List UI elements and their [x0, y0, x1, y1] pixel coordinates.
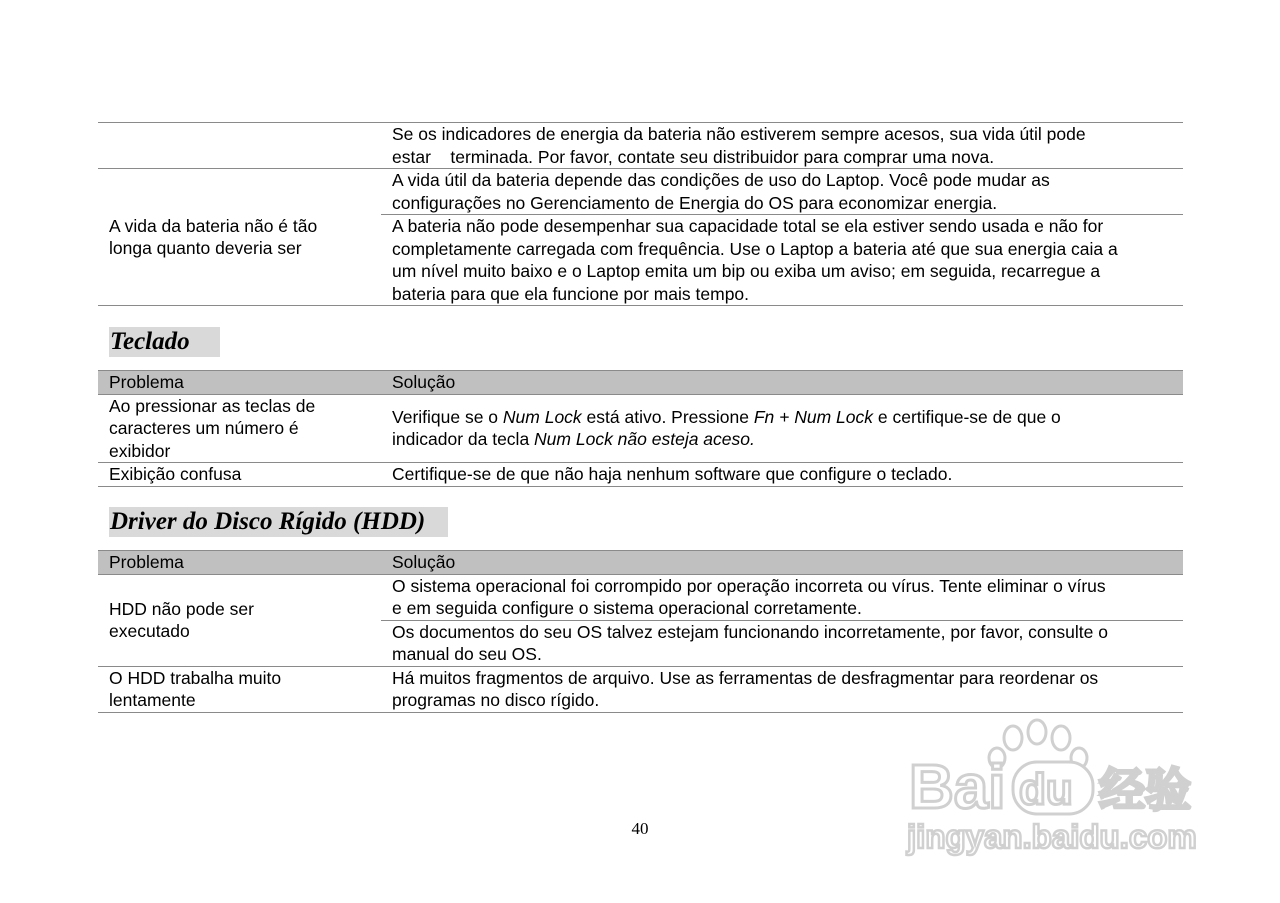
- page-number: 40: [631, 819, 649, 838]
- solution-text: A bateria não pode desempenhar sua capacidade total se ela estiver sendo usada e não for: [392, 216, 1104, 236]
- baidu-watermark: [905, 718, 1205, 858]
- solution-cell: [381, 123, 1183, 169]
- solution-text: completamente carregada com frequência. Use o Laptop a bateria até que sua energia caia a: [392, 238, 1118, 259]
- hdd-table: [98, 550, 1183, 713]
- problem-text: O HDD trabalha muito: [109, 667, 282, 688]
- table-header-row: [98, 551, 1183, 575]
- table-row: [98, 169, 1183, 215]
- keyboard-table: [98, 370, 1183, 487]
- problem-cell: Exibição confusa: [98, 463, 381, 487]
- solution-text: A vida útil da bateria depende das condições de uso do Laptop. Você pode mudar as: [392, 170, 1050, 190]
- problem-cell: [98, 123, 381, 169]
- header-solution: Solução: [381, 551, 1183, 575]
- solution-cell: [381, 574, 1183, 620]
- watermark-brand: Bai: [909, 753, 1006, 822]
- table-row: [98, 574, 1183, 620]
- table-row: [98, 666, 1183, 712]
- solution-text: indicador da tecla Num Lock não esteja aceso.: [392, 429, 755, 450]
- solution-cell: [381, 215, 1183, 306]
- section-title-hdd: Driver do Disco Rígido (HDD): [109, 507, 448, 537]
- problem-cell: [98, 574, 381, 666]
- problem-cell: [98, 394, 381, 463]
- watermark-brand-box: du: [1019, 765, 1073, 814]
- watermark-url: jingyan.baidu.com: [907, 818, 1197, 855]
- header-problem: Problema: [98, 551, 381, 575]
- table-row: [98, 123, 1183, 169]
- solution-text: e em seguida configure o sistema operacional corretamente.: [392, 598, 862, 618]
- problem-text: exibidor: [109, 440, 171, 461]
- solution-text: estar terminada. Por favor, contate seu distribuidor para comprar uma nova.: [392, 146, 995, 167]
- problem-text: longa quanto deveria ser: [109, 238, 302, 258]
- solution-text: Se os indicadores de energia da bateria não estiverem sempre acesos, sua vida útil pode: [392, 124, 1086, 144]
- header-problem: Problema: [98, 371, 381, 395]
- problem-text: Ao pressionar as teclas de: [109, 395, 316, 416]
- problem-text: caracteres um número é: [109, 418, 299, 438]
- solution-text: O sistema operacional foi corrompido por operação incorreta ou vírus. Tente eliminar o vírus: [392, 575, 1106, 596]
- solution-cell: [381, 666, 1183, 712]
- section-title-keyboard: Teclado: [109, 327, 220, 357]
- solution-cell: [381, 394, 1183, 463]
- solution-cell: [381, 620, 1183, 666]
- problem-text: executado: [109, 621, 190, 641]
- problem-text: HDD não pode ser: [109, 598, 254, 619]
- problem-cell: [98, 169, 381, 306]
- solution-text: manual do seu OS.: [392, 644, 542, 664]
- battery-table: [98, 122, 1183, 306]
- table-header-row: [98, 371, 1183, 395]
- problem-text: lentamente: [109, 690, 196, 710]
- solution-cell: [381, 169, 1183, 215]
- solution-cell: Certifique-se de que não haja nenhum software que configure o teclado.: [381, 463, 1183, 487]
- solution-text: um nível muito baixo e o Laptop emita um bip ou exiba um aviso; em seguida, recarregue a: [392, 261, 1101, 281]
- watermark-cjk: 经验: [1099, 763, 1191, 817]
- solution-text: programas no disco rígido.: [392, 690, 600, 710]
- problem-text: A vida da bateria não é tão: [109, 215, 318, 236]
- solution-text: Verifique se o Num Lock está ativo. Pressione Fn + Num Lock e certifique-se de que o: [392, 406, 1061, 427]
- solution-text: bateria para que ela funcione por mais tempo.: [392, 283, 750, 304]
- table-row: [98, 394, 1183, 463]
- table-row: [98, 463, 1183, 487]
- solution-text: Há muitos fragmentos de arquivo. Use as ferramentas de desfragmentar para reordenar os: [392, 667, 1099, 688]
- solution-text: configurações no Gerenciamento de Energia do OS para economizar energia.: [392, 192, 998, 213]
- header-solution: Solução: [381, 371, 1183, 395]
- solution-text: Os documentos do seu OS talvez estejam funcionando incorretamente, por favor, consulte o: [392, 621, 1108, 642]
- problem-cell: [98, 666, 381, 712]
